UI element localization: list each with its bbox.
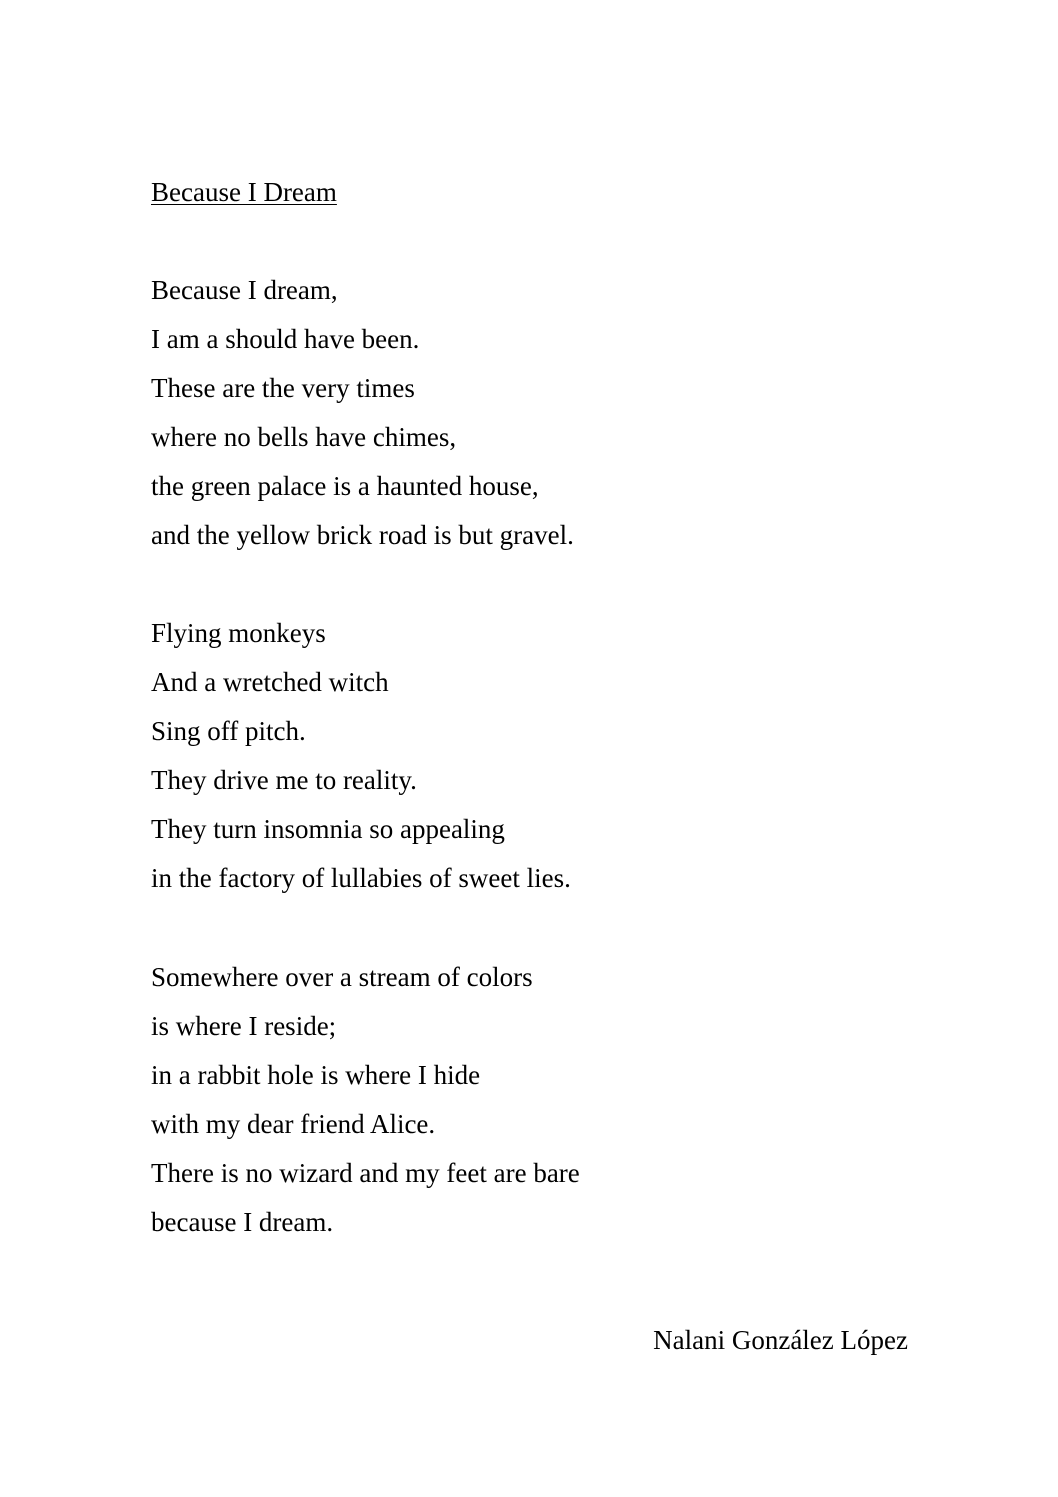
poem-line: the green palace is a haunted house,: [151, 471, 539, 501]
poem-title: Because I Dream: [151, 177, 337, 207]
poem-line: They turn insomnia so appealing: [151, 814, 505, 844]
poem-line: There is no wizard and my feet are bare: [151, 1158, 580, 1188]
poem-line: They drive me to reality.: [151, 765, 417, 795]
poem-line: These are the very times: [151, 373, 415, 403]
poem-line: I am a should have been.: [151, 324, 420, 354]
stanza-3: [151, 959, 580, 1253]
stanza-1: [151, 272, 574, 566]
poem-line: with my dear friend Alice.: [151, 1109, 436, 1139]
poem-line: is where I reside;: [151, 1011, 337, 1041]
poem-line: in a rabbit hole is where I hide: [151, 1060, 481, 1090]
author-name: Nalani González López: [653, 1325, 908, 1355]
poem-line: where no bells have chimes,: [151, 422, 457, 452]
poem-line: Somewhere over a stream of colors: [151, 962, 533, 992]
poem-line: Sing off pitch.: [151, 716, 306, 746]
poem-line: Flying monkeys: [151, 618, 326, 648]
stanza-2: [151, 615, 571, 909]
poem-line: in the factory of lullabies of sweet lies.: [151, 863, 571, 893]
poem-line: because I dream.: [151, 1207, 334, 1237]
poem-line: And a wretched witch: [151, 667, 389, 697]
poem-line: and the yellow brick road is but gravel.: [151, 520, 574, 550]
poem-line: Because I dream,: [151, 275, 338, 305]
